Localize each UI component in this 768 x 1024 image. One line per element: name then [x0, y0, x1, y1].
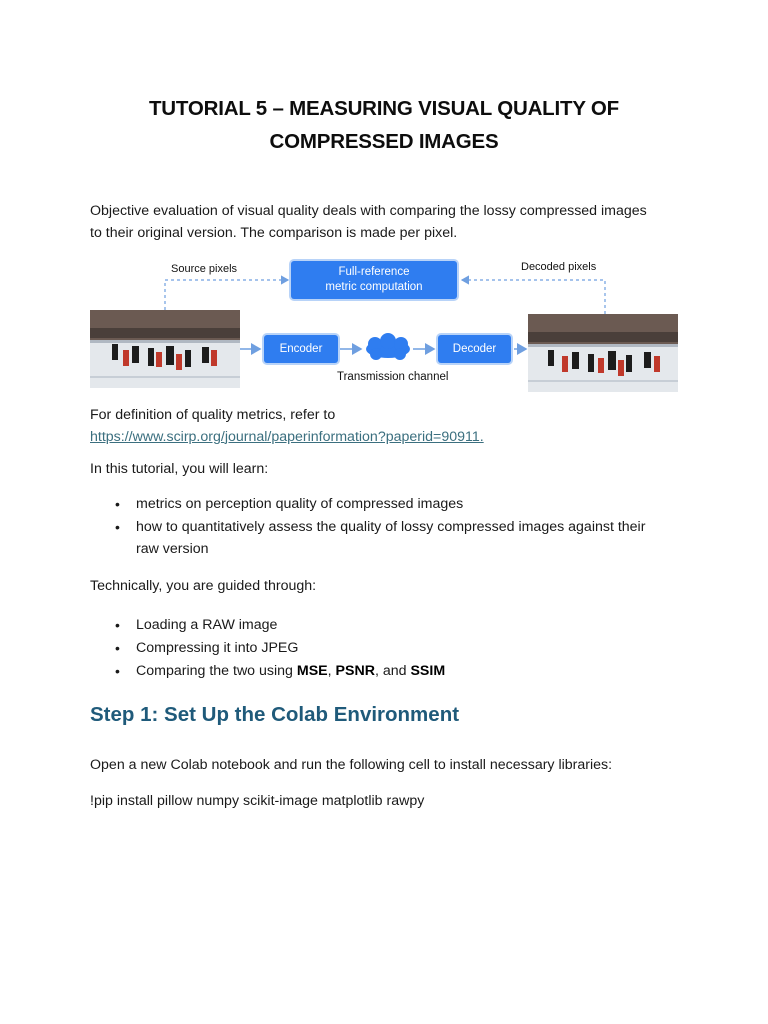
metrics-reference-link[interactable]: https://www.scirp.org/journal/paperinformation?paperid=90911.	[90, 428, 484, 445]
title-line-1: TUTORIAL 5 – MEASURING VISUAL QUALITY OF	[148, 97, 619, 120]
metric-psnr: PSNR	[335, 663, 375, 679]
guided-intro: Technically, you are guided through:	[90, 578, 317, 594]
bullet-icon: •	[115, 519, 120, 535]
transmission-channel-label: Transmission channel	[337, 371, 449, 383]
compression-diagram	[90, 256, 680, 396]
intro-paragraph	[90, 201, 690, 244]
source-hockey-image	[90, 310, 240, 388]
decoded-pixels-label: Decoded pixels	[521, 261, 597, 273]
list-item: • metrics on perception quality of compressed images	[90, 493, 680, 515]
guided-list	[90, 614, 680, 682]
metric-line-1: Full-reference	[338, 266, 410, 278]
step1-text: Open a new Colab notebook and run the following cell to install necessary libraries:	[90, 757, 613, 773]
metric-computation-box	[291, 261, 457, 299]
title-line-2: COMPRESSED IMAGES	[269, 130, 499, 153]
intro-line-1: Objective evaluation of visual quality deals with comparing the lossy compressed images	[90, 203, 647, 219]
metric-line-2: metric computation	[325, 281, 423, 293]
list-item: • how to quantitatively assess the quality of lossy compressed images against their raw version	[90, 516, 680, 560]
list-item: • Loading a RAW image	[90, 614, 680, 636]
install-command: !pip install pillow numpy scikit-image matplotlib rawpy	[90, 793, 425, 809]
intro-line-2: to their original version. The comparison is made per pixel.	[90, 224, 458, 241]
page-title	[60, 92, 708, 158]
bullet-icon: •	[115, 617, 120, 633]
definition-text: For definition of quality metrics, refer to	[90, 407, 336, 423]
source-hockey-image-art	[90, 310, 240, 388]
bullet-icon: •	[115, 640, 120, 656]
decoder-box: Decoder	[438, 335, 511, 363]
learn-intro: In this tutorial, you will learn:	[90, 461, 269, 477]
decoded-dashed-arrow	[462, 280, 605, 314]
metric-mse: MSE	[296, 663, 328, 679]
learn-list	[90, 493, 680, 560]
list-item: • Comparing the two using MSE, PSNR, and SSIM	[90, 660, 680, 682]
bullet-icon: •	[115, 663, 120, 679]
bullet-icon: •	[115, 496, 120, 512]
source-pixels-label: Source pixels	[171, 263, 238, 275]
decoded-hockey-image-art	[528, 314, 678, 392]
transmission-cloud-icon	[366, 333, 410, 360]
encoder-box: Encoder	[264, 335, 338, 363]
decoded-hockey-image	[528, 314, 678, 392]
step1-heading: Step 1: Set Up the Colab Environment	[90, 703, 460, 726]
source-dashed-arrow	[165, 280, 288, 310]
definition-paragraph	[90, 405, 690, 448]
metric-ssim: SSIM	[410, 663, 446, 679]
list-item: • Compressing it into JPEG	[90, 637, 680, 659]
